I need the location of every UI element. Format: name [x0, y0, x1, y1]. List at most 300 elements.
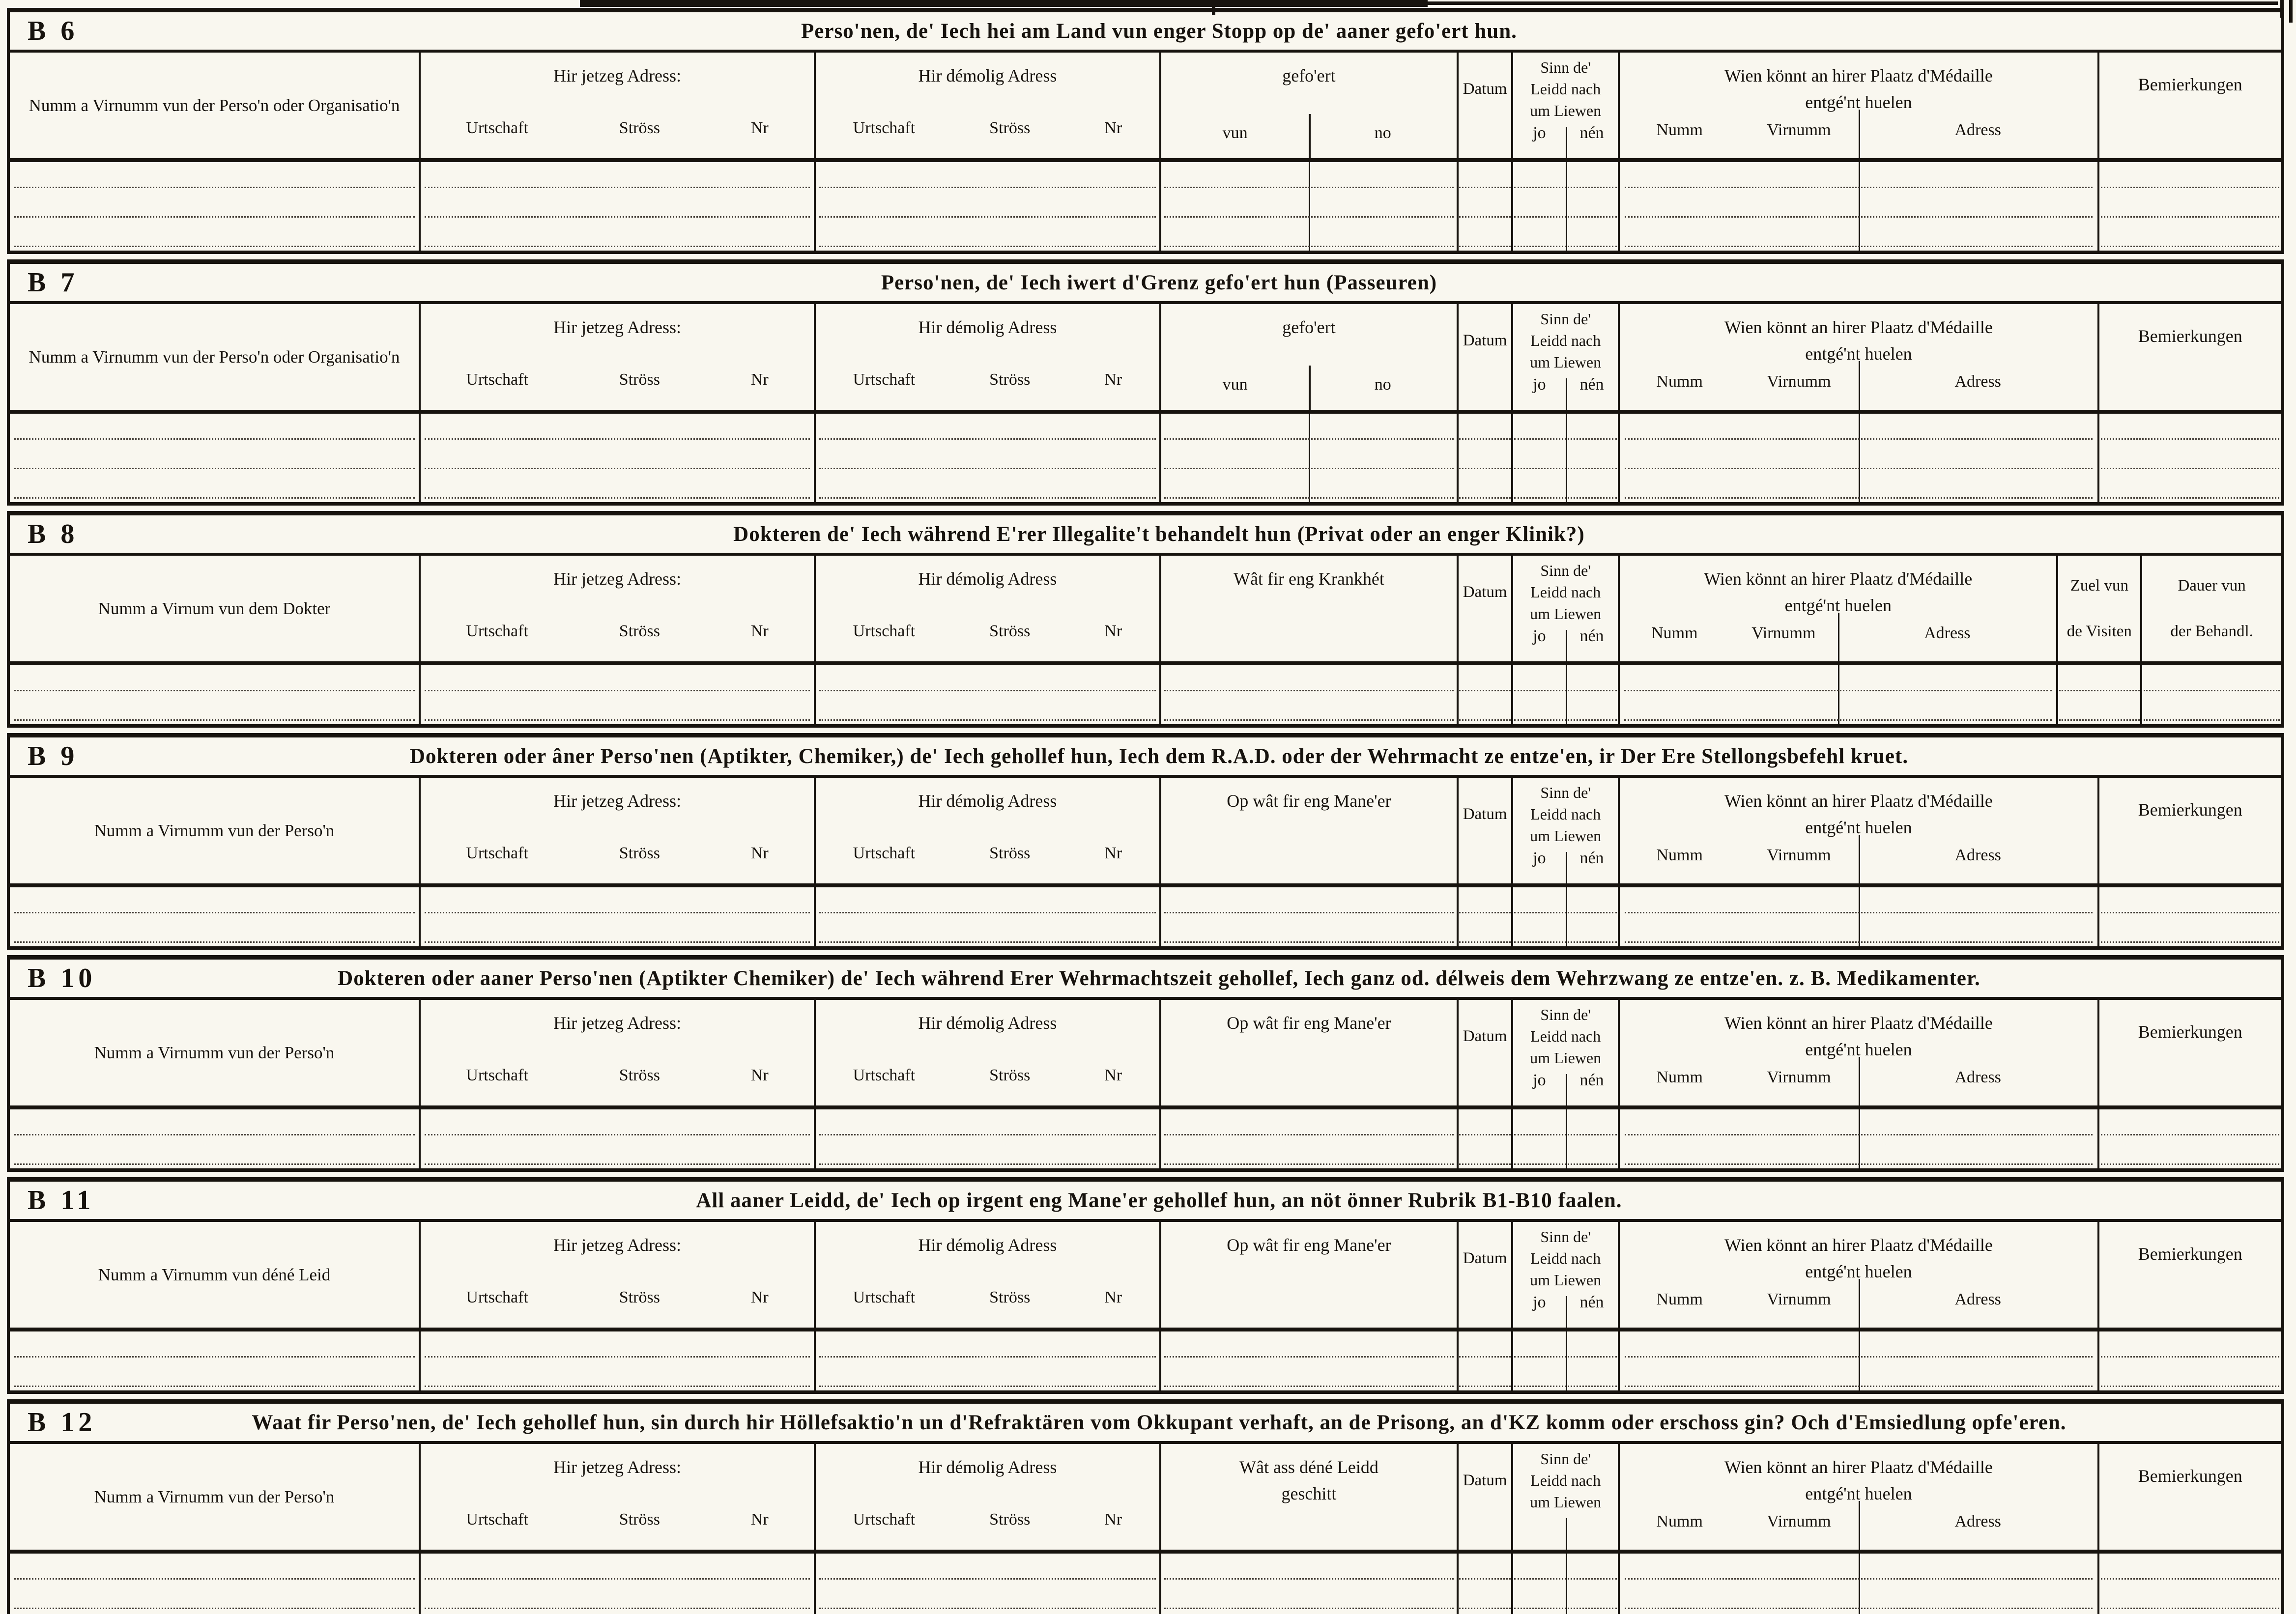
dotted-entry-line [819, 912, 1156, 913]
alive-line1: Sinn de' [1540, 562, 1591, 579]
entry-cell [2140, 665, 2281, 695]
entry-cell [1457, 1554, 1511, 1583]
address-sublabels [421, 844, 814, 863]
sub-adress: Adress [1954, 1290, 2001, 1308]
alive-line2: Leidd nach [1530, 583, 1601, 601]
address-sublabels [421, 370, 814, 389]
entry-cell [1511, 473, 1618, 502]
dotted-entry-line [14, 497, 414, 499]
sub-nr: Nr [1104, 1066, 1122, 1084]
entry-rows [10, 1331, 2281, 1390]
dotted-entry-line [1459, 497, 1511, 499]
current-address-label: Hir jetzeg Adress: [553, 317, 682, 337]
entry-cell [2140, 695, 2281, 724]
address-sublabels [421, 119, 814, 138]
dotted-entry-line [14, 468, 414, 469]
col-header-remarks [2097, 1000, 2281, 1105]
entry-row [10, 414, 2281, 443]
dotted-entry-line [1459, 246, 1511, 247]
col-header-date [1457, 304, 1511, 410]
alive-line2: Leidd nach [1530, 1249, 1601, 1267]
entry-cell [1159, 1361, 1457, 1390]
sub-urtschaft: Urtschaft [466, 119, 528, 137]
dotted-entry-line [14, 1163, 414, 1165]
col-header-medal-recipient [1618, 1000, 2097, 1105]
entry-cell [1457, 473, 1511, 502]
sub-nr: Nr [1104, 622, 1122, 640]
manner-label: Op wât fir eng Mane'er [1227, 1235, 1391, 1255]
dotted-entry-line [1625, 438, 2093, 440]
entry-row [10, 695, 2281, 724]
col-header-remarks [2097, 1222, 2281, 1328]
sub-stross: Ströss [619, 1066, 660, 1084]
entry-cell [10, 192, 419, 221]
medal-label-line1: Wien könnt an hirer Plaatz d'Médaille [1724, 791, 1993, 811]
medal-sublabels [1620, 1068, 2097, 1087]
entry-cell [1159, 917, 1457, 946]
table-header [10, 778, 2281, 887]
entry-cell [814, 414, 1159, 443]
sub-nr: Nr [1104, 119, 1122, 137]
entry-cell [1457, 695, 1511, 724]
entry-cell [2097, 414, 2281, 443]
section-id: B 6 [28, 16, 79, 46]
current-address-label: Hir jetzeg Adress: [553, 66, 682, 85]
dotted-entry-line [1625, 1608, 2093, 1609]
entry-cell [2097, 1554, 2281, 1583]
dotted-entry-line [1514, 1356, 1617, 1358]
medal-label-line2: entgé'nt huelen [1805, 92, 1912, 112]
sub-vun: vun [1222, 124, 1248, 142]
sub-numm: Numm [1656, 372, 1703, 391]
section-title: All aaner Leidd, de' Iech op irgent eng Mane'er gehollef hun, an nöt önner Rubrik B1-B10 faalen. [696, 1189, 1622, 1212]
address-sublabels [816, 1066, 1159, 1085]
entry-cell [1511, 162, 1618, 192]
dotted-entry-line [425, 1578, 810, 1580]
address-sublabels [421, 1510, 814, 1529]
entry-row [10, 1361, 2281, 1390]
entry-cell [814, 162, 1159, 192]
entry-cell [1511, 1139, 1618, 1168]
dotted-entry-line [425, 438, 810, 440]
sub-adress: Adress [1954, 121, 2001, 139]
sub-vun: vun [1222, 375, 1248, 394]
entry-cell [419, 443, 814, 473]
col-header-visit-count [2056, 556, 2140, 661]
section-b8 [7, 511, 2284, 728]
entry-cell [1618, 917, 2097, 946]
col-header-medal-recipient [1618, 1444, 2097, 1550]
section-title-bar [10, 1177, 2281, 1222]
entry-cell [1159, 162, 1457, 192]
sub-stross: Ströss [619, 370, 660, 389]
col-header-former-address [814, 778, 1159, 883]
col-header-alive [1511, 1000, 1618, 1105]
table-header [10, 1000, 2281, 1109]
entry-cell [1457, 1109, 1511, 1139]
sub-no: no [1374, 375, 1391, 394]
dotted-entry-line [819, 1386, 1156, 1387]
dotted-entry-line [2144, 690, 2280, 691]
dotted-entry-line [1514, 941, 1617, 943]
current-address-label: Hir jetzeg Adress: [553, 1457, 682, 1477]
sub-nen: nén [1579, 627, 1604, 645]
dotted-entry-line [1625, 1386, 2093, 1387]
dotted-entry-line [1514, 690, 1617, 691]
address-sublabels [816, 1288, 1159, 1307]
col-header-name: Numm a Virnumm vun der Perso'n oder Organisatio'n [29, 347, 400, 367]
dotted-entry-line [1164, 468, 1454, 469]
entry-cell [1457, 1139, 1511, 1168]
entry-cell [419, 1109, 814, 1139]
dotted-entry-line [1164, 1356, 1454, 1358]
medal-label-line1: Wien könnt an hirer Plaatz d'Médaille [1724, 66, 1993, 85]
col-header-transported [1159, 304, 1457, 410]
from-to-sublabels [1161, 375, 1457, 394]
sub-urtschaft: Urtschaft [466, 1510, 528, 1529]
alive-label [1513, 1222, 1618, 1291]
dotted-entry-line [1459, 1608, 1511, 1609]
address-sublabels [421, 622, 814, 641]
entry-row [10, 1554, 2281, 1583]
sub-nr: Nr [750, 119, 769, 137]
entry-cell [814, 1109, 1159, 1139]
date-label: Datum [1463, 332, 1507, 349]
medal-label-line1: Wien könnt an hirer Plaatz d'Médaille [1724, 317, 1993, 337]
current-address-label: Hir jetzeg Adress: [553, 1013, 682, 1033]
entry-cell [1457, 221, 1511, 251]
sub-nr: Nr [750, 1288, 769, 1306]
dotted-entry-line [14, 719, 414, 721]
dotted-entry-line [819, 438, 1156, 440]
former-address-label: Hir démolig Adress [918, 1457, 1057, 1477]
entry-cell [419, 1583, 814, 1613]
dotted-entry-line [2101, 216, 2279, 218]
dotted-entry-line [1624, 690, 2052, 691]
col-header-current-address [419, 53, 814, 158]
entry-cell [419, 1331, 814, 1361]
entry-row [10, 221, 2281, 251]
section-b11 [7, 1177, 2284, 1394]
entry-cell [2097, 162, 2281, 192]
medal-sublabels [1620, 121, 2097, 140]
dotted-entry-line [1459, 719, 1511, 721]
dotted-entry-line [14, 246, 414, 247]
col-header-current-address [419, 1444, 814, 1550]
date-label: Datum [1463, 805, 1507, 823]
dotted-entry-line [425, 941, 810, 943]
dotted-entry-line [1625, 912, 2093, 913]
dotted-entry-line [819, 1578, 1156, 1580]
dotted-entry-line [1164, 497, 1454, 499]
sub-jo: jo [1533, 124, 1546, 142]
entry-cell [1618, 443, 2097, 473]
alive-line1: Sinn de' [1540, 310, 1591, 328]
dotted-entry-line [819, 1163, 1156, 1165]
dotted-entry-line [425, 1163, 810, 1165]
dotted-entry-line [1514, 1163, 1617, 1165]
entry-cell [419, 1139, 814, 1168]
dotted-entry-line [1514, 216, 1617, 218]
dotted-entry-line [1459, 941, 1511, 943]
section-id: B 11 [28, 1185, 95, 1216]
alive-line3: um Liewen [1530, 102, 1602, 119]
alive-label [1513, 1444, 1618, 1513]
medal-label-line1: Wien könnt an hirer Plaatz d'Médaille [1724, 1235, 1993, 1255]
entry-cell [10, 221, 419, 251]
col-header-manner [1159, 1222, 1457, 1328]
sub-adress: Adress [1954, 372, 2001, 391]
entry-cell [1618, 887, 2097, 917]
dotted-entry-line [1459, 438, 1511, 440]
section-id: B 8 [28, 519, 79, 549]
medal-label-line2: entgé'nt huelen [1784, 595, 1892, 615]
entry-cell [814, 1331, 1159, 1361]
sub-numm: Numm [1656, 846, 1703, 864]
form-content [7, 8, 2284, 1614]
entry-cell [1159, 473, 1457, 502]
yes-no-sublabels [1513, 1293, 1618, 1312]
entry-row [10, 473, 2281, 502]
dotted-entry-line [819, 468, 1156, 469]
dotted-entry-line [1164, 690, 1454, 691]
sub-stross: Ströss [989, 1288, 1031, 1306]
medal-label-line1: Wien könnt an hirer Plaatz d'Médaille [1724, 1013, 1993, 1033]
alive-line3: um Liewen [1530, 827, 1602, 845]
section-id: B 7 [28, 267, 79, 298]
col-header-medal-recipient [1618, 53, 2097, 158]
dotted-entry-line [14, 216, 414, 218]
dotted-entry-line [14, 941, 414, 943]
medal-label-line2: entgé'nt huelen [1805, 1040, 1912, 1059]
dotted-entry-line [1164, 1386, 1454, 1387]
dotted-entry-line [425, 246, 810, 247]
entry-row [10, 1331, 2281, 1361]
col-header-alive [1511, 556, 1618, 661]
dotted-entry-line [1625, 216, 2093, 218]
dotted-entry-line [425, 1356, 810, 1358]
sub-stross: Ströss [989, 1066, 1031, 1084]
entry-cell [1159, 887, 1457, 917]
col-header-remarks [2097, 778, 2281, 883]
sub-nen: nén [1579, 849, 1604, 867]
sub-nen: nén [1579, 1071, 1604, 1089]
entry-cell [1618, 221, 2097, 251]
dotted-entry-line [14, 1386, 414, 1387]
table-header [10, 556, 2281, 665]
yes-no-sublabels [1513, 627, 1618, 646]
entry-row [10, 1583, 2281, 1613]
entry-cell [1511, 887, 1618, 917]
remarks-label: Bemierkungen [2138, 800, 2242, 820]
entry-cell [10, 162, 419, 192]
section-title: Dokteren oder aaner Perso'nen (Aptikter Chemiker) de' Iech während Erer Wehrmachtszeit gehollef, Iech ganz od. délweis dem Wehrzwang ze entze'en. z. B. Medikamenter. [338, 966, 1980, 990]
entry-row [10, 443, 2281, 473]
visit-count-line2: de Visiten [2066, 622, 2132, 640]
sub-numm: Numm [1656, 121, 1703, 139]
entry-cell [2097, 1139, 2281, 1168]
sub-virnumm: Virnumm [1767, 1512, 1831, 1530]
alive-line2: Leidd nach [1530, 332, 1601, 349]
entry-cell [1159, 1583, 1457, 1613]
col-header-former-address [814, 53, 1159, 158]
entry-row [10, 1109, 2281, 1139]
medal-sublabels [1620, 1512, 2097, 1531]
table-header [10, 304, 2281, 414]
sub-virnumm: Virnumm [1767, 1068, 1831, 1086]
remarks-label: Bemierkungen [2138, 1244, 2242, 1264]
sub-numm: Numm [1651, 624, 1698, 642]
entry-cell [1457, 162, 1511, 192]
entry-cell [814, 473, 1159, 502]
sub-urtschaft: Urtschaft [853, 844, 916, 862]
entry-cell [419, 473, 814, 502]
table-header [10, 1444, 2281, 1554]
date-label: Datum [1463, 1249, 1507, 1267]
col-header-illness [1159, 556, 1457, 661]
section-id: B 9 [28, 741, 79, 771]
sub-nen: nén [1579, 375, 1604, 394]
address-sublabels [421, 1066, 814, 1085]
dotted-entry-line [1459, 187, 1511, 188]
entry-cell [419, 695, 814, 724]
entry-cell [10, 1109, 419, 1139]
medal-label-line2: entgé'nt huelen [1805, 1484, 1912, 1503]
visit-count-line1: Zuel vun [2070, 577, 2128, 595]
section-title-bar [10, 1399, 2281, 1444]
entry-cell [1618, 473, 2097, 502]
col-header-current-address [419, 556, 814, 661]
dotted-entry-line [425, 912, 810, 913]
dotted-entry-line [1164, 941, 1454, 943]
entry-cell [419, 414, 814, 443]
sub-jo: jo [1533, 627, 1546, 645]
yes-no-sublabels [1513, 124, 1618, 142]
col-header-manner [1159, 778, 1457, 883]
dotted-entry-line [2101, 1578, 2279, 1580]
treatment-duration-label [2142, 556, 2281, 661]
col-header-alive [1511, 304, 1618, 410]
entry-cell [814, 221, 1159, 251]
entry-cell [1159, 695, 1457, 724]
dotted-entry-line [1164, 187, 1454, 188]
alive-line3: um Liewen [1530, 353, 1602, 371]
dotted-entry-line [1514, 1386, 1617, 1387]
dotted-entry-line [14, 438, 414, 440]
alive-label [1513, 556, 1618, 624]
col-header-name: Numm a Virnumm vun der Perso'n [94, 1487, 335, 1506]
entry-cell [1159, 1554, 1457, 1583]
entry-cell [1511, 695, 1618, 724]
entry-cell [1511, 917, 1618, 946]
sub-virnumm: Virnumm [1767, 121, 1831, 139]
col-header-medal-recipient [1618, 556, 2056, 661]
dotted-entry-line [1625, 468, 2093, 469]
sub-nen: nén [1579, 1293, 1604, 1311]
col-header-current-address [419, 304, 814, 410]
dotted-entry-line [1164, 1134, 1454, 1135]
col-header-date [1457, 53, 1511, 158]
dotted-entry-line [1164, 719, 1454, 721]
dotted-entry-line [2059, 690, 2140, 691]
alive-line2: Leidd nach [1530, 80, 1601, 98]
dotted-entry-line [1624, 719, 2052, 721]
transported-label: gefo'ert [1282, 317, 1336, 337]
dotted-entry-line [425, 1134, 810, 1135]
col-header-medal-recipient [1618, 304, 2097, 410]
alive-label [1513, 304, 1618, 373]
entry-cell [1159, 1331, 1457, 1361]
entry-cell [2097, 443, 2281, 473]
alive-line1: Sinn de' [1540, 784, 1591, 801]
entry-cell [814, 1554, 1159, 1583]
col-header-former-address [814, 1222, 1159, 1328]
entry-cell [1159, 665, 1457, 695]
entry-cell [10, 665, 419, 695]
entry-cell [2097, 917, 2281, 946]
sub-stross: Ströss [989, 1510, 1031, 1529]
sub-adress: Adress [1954, 1512, 2001, 1530]
former-address-label: Hir démolig Adress [918, 791, 1057, 811]
entry-cell [1159, 443, 1457, 473]
manner-label: Op wât fir eng Mane'er [1227, 791, 1391, 811]
entry-rows [10, 414, 2281, 502]
dotted-entry-line [1514, 1578, 1617, 1580]
page-edge-mark [1428, 1, 2278, 5]
entry-cell [1159, 1139, 1457, 1168]
sub-urtschaft: Urtschaft [853, 1066, 916, 1084]
entry-cell [419, 917, 814, 946]
dotted-entry-line [1459, 1578, 1511, 1580]
dotted-entry-line [819, 497, 1156, 499]
col-header-current-address [419, 1222, 814, 1328]
entry-cell [419, 162, 814, 192]
section-title: Waat fir Perso'nen, de' Iech gehollef hun, sin durch hir Höllefsaktio'n un d'Refraktären vom Okkupant verhaft, an de Prisong, an d'KZ komm oder erschoss gin? Och d'Emsiedlung opfe'eren. [252, 1411, 2066, 1434]
dotted-entry-line [425, 497, 810, 499]
remarks-label: Bemierkungen [2138, 1022, 2242, 1042]
col-header-manner [1159, 1000, 1457, 1105]
entry-cell [1618, 1331, 2097, 1361]
manner-label: Op wât fir eng Mane'er [1227, 1013, 1391, 1033]
sub-urtschaft: Urtschaft [853, 622, 916, 640]
dotted-entry-line [819, 690, 1156, 691]
entry-cell [1457, 917, 1511, 946]
entry-cell [2097, 192, 2281, 221]
dotted-entry-line [819, 719, 1156, 721]
dotted-entry-line [1459, 1356, 1511, 1358]
entry-cell [1457, 1361, 1511, 1390]
what-happened-line2: geschitt [1281, 1484, 1337, 1503]
col-header-name: Numm a Virnumm vun der Perso'n [94, 821, 335, 840]
col-header-alive [1511, 1222, 1618, 1328]
sub-stross: Ströss [619, 622, 660, 640]
alive-line3: um Liewen [1530, 1493, 1602, 1511]
col-header-date [1457, 556, 1511, 661]
entry-cell [10, 695, 419, 724]
sub-nr: Nr [750, 1510, 769, 1529]
entry-cell [814, 665, 1159, 695]
sub-nr: Nr [1104, 844, 1122, 862]
entry-cell [1457, 192, 1511, 221]
dotted-entry-line [1625, 1163, 2093, 1165]
dotted-entry-line [1514, 468, 1617, 469]
entry-cell [1618, 1554, 2097, 1583]
treatment-duration-line1: Dauer vun [2178, 577, 2246, 595]
dotted-entry-line [2101, 468, 2279, 469]
alive-label [1513, 53, 1618, 121]
entry-cell [419, 887, 814, 917]
entry-row [10, 162, 2281, 192]
